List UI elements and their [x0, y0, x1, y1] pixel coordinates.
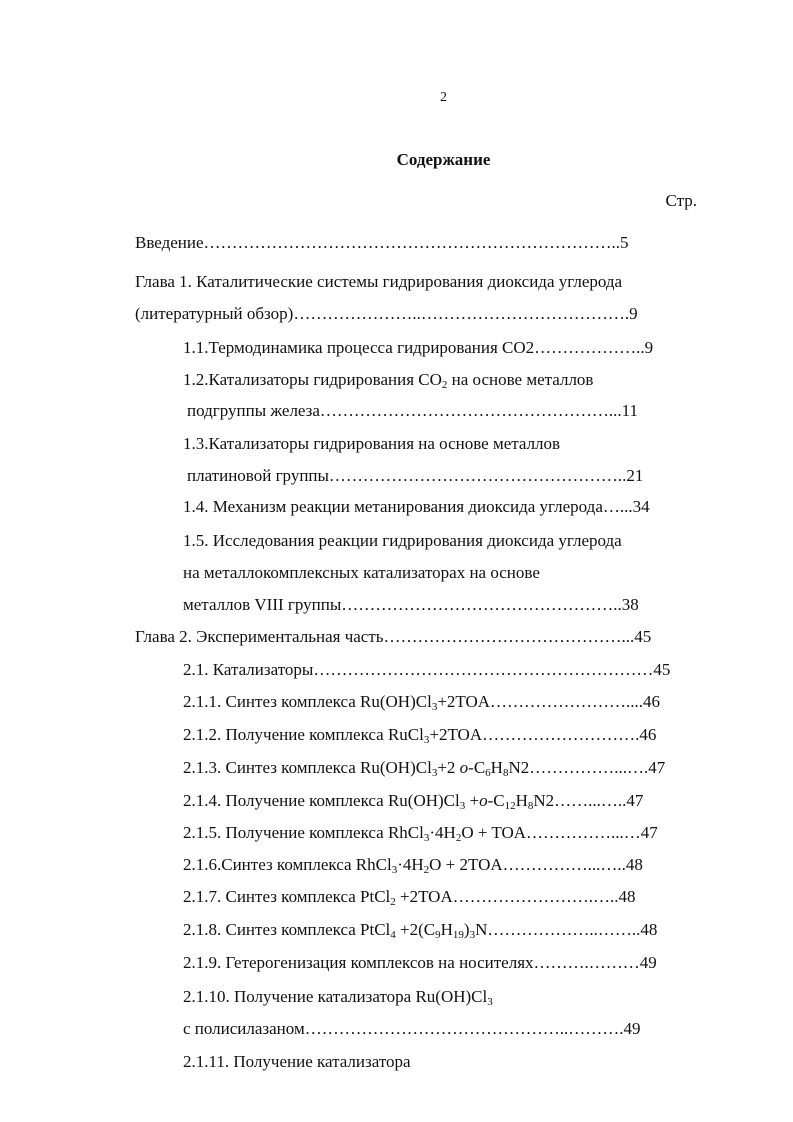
- toc-entry: платиновой группы……………………………………………..21: [187, 466, 644, 485]
- toc-entry: 2.1.4. Получение комплекса $Ru(OH)Cl_3$ $+o-C_{12}H_8N2\dots\dots...\dots..47$: [183, 791, 644, 812]
- toc-entry: 1.3.Катализаторы гидрирования на основе металлов: [183, 434, 561, 453]
- toc-entry: 1.4. Механизм реакции метанирования диоксида углерода…...34: [183, 497, 650, 516]
- toc-entry: 1.2.Катализаторы гидрирования $CO_2$ на основе металлов: [183, 370, 594, 391]
- toc-entry: (литературный обзор)…………………..……………………………….9: [135, 304, 638, 323]
- page-column-label: Стр.: [665, 191, 697, 210]
- toc-entry: 2.1.5. Получение комплекса $RhCl_3\cdot 4H_2O$ + TOA……………...…47: [183, 823, 658, 844]
- toc-entry: 2.1. Катализаторы……………………………………………………45: [183, 660, 671, 679]
- toc-entry: металлов VIII группы…………………………………………..38: [183, 595, 639, 614]
- toc-entry: 1.1.Термодинамика процесса гидрирования CO2………………..9: [183, 338, 654, 357]
- toc-entry: 2.1.1. Синтез комплекса $Ru(OH)Cl_3+2TOA\dots\dots\dots\dots\dots\dots\dots\dots....46$: [183, 692, 661, 713]
- toc-entry: 1.5. Исследования реакции гидрирования диоксида углерода: [183, 531, 622, 550]
- toc-entry: 2.1.2. Получение комплекса RuCl$_3$+2TOA……………………….46: [183, 725, 657, 746]
- toc-entry: подгруппы железа……………………………………………...11: [187, 401, 639, 420]
- toc-entry: на металлокомплексных катализаторах на основе: [183, 563, 540, 582]
- page-title: Содержание: [396, 150, 491, 169]
- toc-entry: с полисилазаном………………………………………..……….49: [183, 1019, 641, 1038]
- toc-entry: 2.1.3. Синтез комплекса $Ru(OH)Cl_3+2$ $o-C_6H_8N2\dots\dots\dots\dots\dots...\dots.47$: [183, 758, 666, 779]
- page-number: 2: [440, 90, 447, 105]
- toc-entry: 2.1.7. Синтез комплекса PtCl$_2$ +2TOA…………………….…..48: [183, 887, 636, 908]
- toc-entry: 2.1.8. Синтез комплекса PtCl$_4$ $+2(C_9H_{19})_3N\dots\dots\dots\dots\dots\dots..\dots\dots..48$: [183, 920, 658, 941]
- toc-entry: 2.1.11. Получение катализатора: [183, 1052, 411, 1071]
- toc-entry: 2.1.9. Гетерогенизация комплексов на носителях……….………49: [183, 953, 657, 972]
- toc-entry: Глава 2. Экспериментальная часть……………………………………...45: [135, 627, 652, 646]
- toc-entry: 2.1.10. Получение катализатора $Ru(OH)Cl_3$: [183, 987, 493, 1008]
- toc-entry: 2.1.6.Синтез комплекса $RhCl_3\cdot 4H_2O$ + 2TOA……………...…..48: [183, 855, 643, 876]
- toc-entry: Глава 1. Каталитические системы гидрирования диоксида углерода: [135, 272, 623, 291]
- toc-entry: Введение………………………………………………………………..5: [135, 233, 629, 252]
